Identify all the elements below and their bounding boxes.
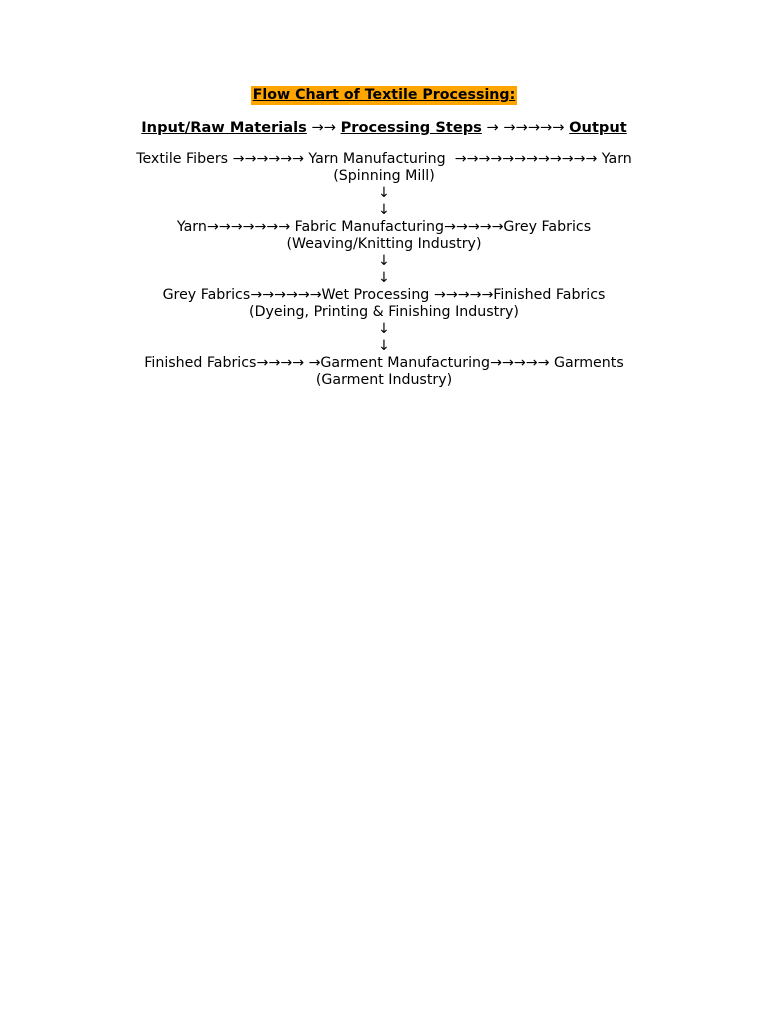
stage-line: Grey Fabrics→→→→→→Wet Processing →→→→→Finished Fabrics bbox=[162, 287, 606, 303]
heading-arrows-1: →→ bbox=[306, 119, 341, 136]
down-arrow: ↓ bbox=[378, 338, 390, 354]
down-arrow: ↓ bbox=[378, 321, 390, 337]
heading-input: Input/Raw Materials bbox=[141, 119, 307, 136]
stage-industry: (Weaving/Knitting Industry) bbox=[286, 236, 482, 252]
heading-arrows-2: → →→→→→ bbox=[481, 119, 570, 136]
down-arrow: ↓ bbox=[378, 270, 390, 286]
flow-chart-body bbox=[0, 86, 768, 389]
down-arrow: ↓ bbox=[378, 185, 390, 201]
heading-processing: Processing Steps bbox=[340, 119, 482, 136]
stage-line: Textile Fibers →→→→→→ Yarn Manufacturing →→→→→→→→→→→→ Yarn bbox=[136, 151, 632, 167]
down-arrow: ↓ bbox=[378, 202, 390, 218]
stage-line: Finished Fabrics→→→→ →Garment Manufacturing→→→→→ Garments bbox=[144, 355, 624, 371]
stage-industry: (Dyeing, Printing & Finishing Industry) bbox=[249, 304, 519, 320]
stage-industry: (Spinning Mill) bbox=[333, 168, 435, 184]
down-arrow: ↓ bbox=[378, 253, 390, 269]
stage-line: Yarn→→→→→→→ Fabric Manufacturing→→→→→Grey Fabrics bbox=[176, 219, 592, 235]
document-title: Flow Chart of Textile Processing: bbox=[252, 87, 516, 103]
stage-industry: (Garment Industry) bbox=[315, 372, 453, 388]
column-headings bbox=[0, 119, 768, 136]
heading-output: Output bbox=[569, 119, 627, 136]
